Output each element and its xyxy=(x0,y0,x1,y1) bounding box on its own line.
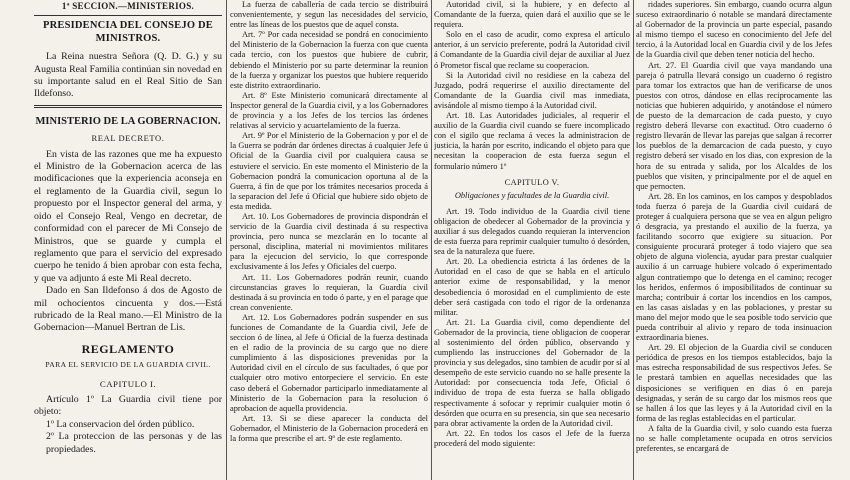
article-28: Art. 28. En los caminos, en los campos y despoblados toda fuerza ó pareja de la Guardia civil cuidará de proteger á cualquiera persona que se vea en algun peligro ó desgracia, ya prestando el auxilio de la fuerza, ya facilitando socorro que exigiere su situacion. Por consiguiente procurará proteger á todo viajero que sea objeto de alguna violencia, ayudar para prestar cualquier auxilio á un carruage hubiere volcado ó experimentado algun contratiempo que lo detenga en el camino; recoger los heridos, enfermos ó imposibilitados de continuar su marcha; contribuir á cortar los incendios en los campos, en las casas aisladas y en las poblaciones, y prestar su mano del mejor modo que le sea posible todo servicio que pueda contribuir al alivio y reparo de toda insinuacion extraordinaria bienes. xyxy=(636,191,832,343)
article-29: Art. 29. El objecion de la Guardia civil se conducen periódica de presos en los tiempos establecidos, bajo la mas estrecha responsabilidad de sus respectivos Jefes. Se le prestará tambien en aquellas necesidades que las disposiciones se verifiquen en dias ó en pareja designadas, y serán de su cargo dar los mismos reos que se hallen á los que las leyes y á la Autoridad civil en la forma de las reglas establecidas en el particular. xyxy=(636,343,832,423)
list-item: 2º La proteccion de las personas y de las propiedades. xyxy=(46,431,222,455)
article-7: Art. 7º Por cada necesidad se pondrá en conocimiento del Ministerio de la Gobernacion la fuerza con que cuenta cada tercio, con los puestos que hubiere de cubrir, debiendo el Ministerio por su parte determinar la reunion de la fuerza y organizar los puestos que hubiere requerido este distrito extraordinario. xyxy=(230,30,428,90)
article-12: Art. 12. Los Gobernadores podrán suspender en sus funciones de Comandante de la Guardia civil, Jefe de seccion ó de línea, al Jefe ú Oficial de la fuerza destinada en el radio de la provincia de su cargo que no diere cumplimiento á las disposiciones prevenidas por la Autoridad civil en el círculo de sus facultades, ó que por cualquier otro motivo entorpeciere el servicio. En este caso deberá el Gobernador participarlo inmediatamente al Ministerio de la Gobernacion para la resolucion ó aprobacion de aquella providencia. xyxy=(230,312,428,413)
paragraph: La fuerza de caballería de cada tercio se distribuirá convenientemente, y segun las necesidades del servicio, entre las líneas de los puestos que de aquel consta. xyxy=(230,0,428,30)
column-3 xyxy=(434,0,630,480)
chapter-heading: CAPITULO I. xyxy=(99,378,157,389)
paragraph: Solo en el caso de acudir, como expresa el artículo anterior, á un servicio preferente, podrá la Autoridad civil á Comandante de la Guardia civil dejar de auxiliar al Juez ó Prometor fiscal que reclame su cooperacion. xyxy=(434,30,630,70)
rule xyxy=(34,15,222,16)
article-20: Art. 20. La obediencia estricta á las órdenes de la Autoridad en el caso de que se habla en el artículo anterior exime de responsabilidad, y la menor desobediencia ó morosidad en el cumplimiento de este deber será castigada con todo el rigor de la ordenanza militar. xyxy=(434,257,630,317)
article-27: Art. 27. El Guardia civil que vaya mandando una pareja ó patrulla llevará consigo un cuaderno ó registro para tomar los extractos que han de verificarse de unos puestos con otros, dándose en ellas reciprocamente las noticias que hubieren adquirido, y anotándose el número de puesto de la demarcacion de cada puesto, y cuyo registro deberá llevarse con exactitud. Otro cuaderno ó registro llevarán de llevar las parejas que salgan á recorrer los pueblos de la demarcacion de cada puesto, y cuyo registro deberá ser visado en los dias, con expresion de la hora de su entrada y salida, por los Alcaldes de los pueblos que visiten, y principalmente por el de aquel en que pernocten. xyxy=(636,60,832,191)
article-10: Art. 10. Los Gobernadores de provincia dispondrán el servicio de la Guardia civil destinada á su respectiva provincia, pero nunca se mezclarán en lo tocante al personal, disciplina, material ni movimientos militares para la ejecucion del servicio, lo que corresponde exclusivamente á los Jefes y Oficiales del cuerpo. xyxy=(230,211,428,272)
section-heading: 1ª SECCION.—MINISTERIOS. xyxy=(61,1,195,11)
paragraph: A falta de la Guardia civil, y solo cuando esta fuerza no se halle completamente ocupada en otros servicios preferentes, se encargará de xyxy=(636,423,832,454)
paragraph: Autoridad civil, si la hubiere, y en defecto al Comandante de la fuerza, quien dará el auxilio que se le requiera. xyxy=(434,0,630,30)
list-item: 1º La conservacion del órden público. xyxy=(46,418,195,430)
chapter-heading: CAPITULO V. xyxy=(504,177,560,187)
article-22: Art. 22. En todos los casos el Jefe de la fuerza procederá del modo siguiente: xyxy=(434,428,630,448)
article-9: Art. 9º Por el Ministerio de la Gobernacion y por el de la Guerra se podrán dar órdenes directas á cualquier Jefe ú Oficial de la Guardia civil por cualquiera causa se estuviere el servicio. En este momento el Ministerio de la Gobernacion pondrá la comunicacion oportuna al de la Guerra, á fin de que por los trámites necesarios proceda á la separacion del Jefe ú Oficial que hubiere sido objeto de esta medida. xyxy=(230,131,428,211)
chapter-subtitle: Obligaciones y facultades de la Guardia civil. xyxy=(454,190,610,200)
decree-signature: Dado en San Ildefonso á dos de Agosto de mil ochocientos cincuenta y dos.—Está rubricado de la Real mano.—El Ministro de la Gobernacion—Manuel Bertran de Lis. xyxy=(34,285,222,334)
column-divider xyxy=(431,0,432,480)
presidency-text: La Reina nuestra Señora (Q. D. G.) y su Augusta Real Familia continúan sin novedad en su importante salud en el Real Sitio de San Ildefonso. xyxy=(34,51,222,100)
column-4 xyxy=(636,0,832,480)
regulation-title: REGLAMENTO xyxy=(81,341,175,356)
column-divider xyxy=(633,0,634,480)
column-1 xyxy=(34,0,222,480)
article-11: Art. 11. Los Gobernadores podrán reunir, cuando circunstancias graves lo requieran, la Guardia civil destinada á su provincia en todo ó parte, y en el parage que crean conveniente. xyxy=(230,272,428,312)
decree-title: REAL DECRETO. xyxy=(91,133,165,144)
column-divider xyxy=(226,0,227,480)
paragraph: ridades superiores. Sin embargo, cuando ocurra algun suceso extraordinario ó notable se mandará directamente al Gobernador de la provincia un parte especial, pasando al mismo tiempo el suceso en conocimiento del Jefe del tercio, á la Autoridad local en Guardia civil y de los Jefes de la Guardia civil que deben tener noticia del hecho. xyxy=(636,0,832,60)
column-2 xyxy=(230,0,428,480)
article-18: Art. 18. Las Autoridades judiciales, al requerir el auxilio de la Guardia civil cuando se fuere incomplicado con el sigilo que reclama á veces la administracion de justicia, la harán por escrito, indicando el objeto para que necesitan la cooperacion de esta fuerza segun el formulario número 1º xyxy=(434,111,630,171)
decree-text: En vista de las razones que me ha expuesto el Ministro de la Gobernacion acerca de las modificaciones que la experiencia aconseja en el reglamento de la Guardia civil, segun lo propuesto por el Inspector general del arma, y oido el Consejo Real, Vengo en decretar, de conformidad con el parecer de Mi Consejo de Ministros, que se guarde y cumpla el reglamento que para el servicio del expresado cuerpo he tenido á bien aprobar con esta fecha, y que va adjunto á este Mi Real decreto. xyxy=(34,148,222,284)
presidency-title: PRESIDENCIA DEL CONSEJO DE MINISTROS. xyxy=(42,20,214,44)
double-rule xyxy=(34,105,222,108)
article-21: Art. 21. La Guardia civil, como dependiente del Gobernador de la provincia, tiene obligacion de cooperar al sostenimiento del órden público, observando y cumpliendo las instrucciones del Gobernador de la provincia y sus delegados, sino tambien de acudir por sí al desempeño de este servicio cuando no se halle presente la Autoridad: por consecuencia toda Jefe, Oficial ó individuo de tropa de esta fuerza se halla obligado respectivamente á sofocar y reprimir cualquier motin ó desórden que ocurra en su presencia, sin que sea necesario para obrar activamente la orden de la Autoridad civil. xyxy=(434,317,630,428)
regulation-subtitle: PARA EL SERVICIO DE LA GUARDIA CIVIL. xyxy=(45,360,211,370)
article-19: Art. 19. Todo individuo de la Guardia civil tiene obligacion de obedecer al Gobernador de la provincia y auxiliar á sus delegados cuando requieran la intervencion de esta fuerza para reprimir cualquier tumulto ó desórden, sea de la naturaleza que fuere. xyxy=(434,206,630,257)
paragraph: Si la Autoridad civil no residiese en la cabeza del Juzgado, podrá requerirse el auxilio directamente del Comandante de la Guardia civil mas inmediata, avisándole al mismo tiempo á la Autoridad civil. xyxy=(434,70,630,110)
article-1: Artículo 1º La Guardia civil tiene por objeto: xyxy=(34,393,222,418)
article-8: Art. 8º Este Ministerio comunicará directamente al Inspector general de la Guardia civil, y a los Gobernadores de provincia y a los Jefes de los tercios las órdenes relativas al servicio y acuartelamiento de la fuerza. xyxy=(230,90,428,131)
ministry-title: MINISTERIO DE LA GOBERNACION. xyxy=(35,115,221,127)
article-13: Art. 13. Si se diese aparecer la conducta del Gobernador, el Ministerio de la Gobernacion procederá en la forma que prescribe el art. 9º de este reglamento. xyxy=(230,413,428,444)
